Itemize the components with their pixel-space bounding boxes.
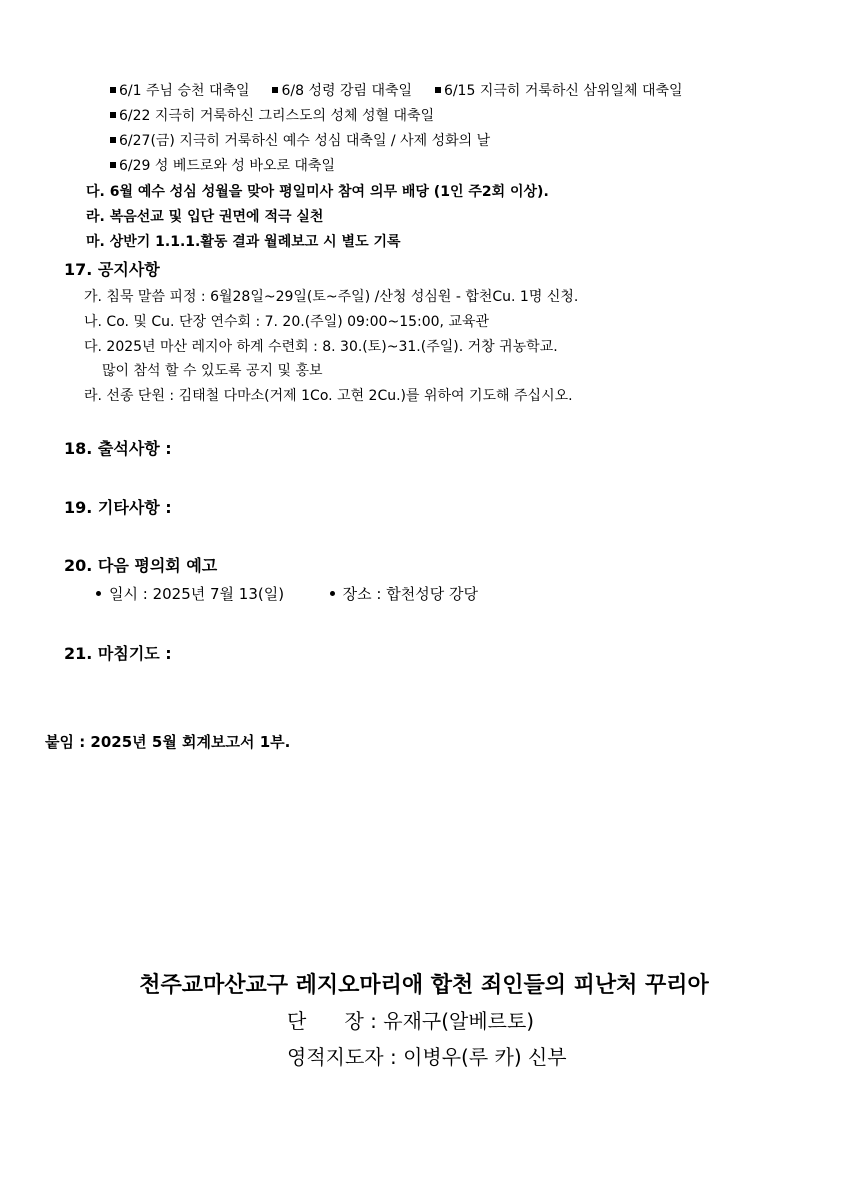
bullet-square-icon — [272, 87, 278, 93]
notice-ra: 라. 선종 단원 : 김태철 다마소(거제 1Co. 고현 2Cu.)를 위하여 기도해 주십시오. — [84, 388, 573, 404]
director-line — [287, 1041, 567, 1070]
bullet-square-icon — [110, 137, 116, 143]
director-label: 영적지도자 : — [287, 1045, 397, 1069]
bullet-square-icon — [435, 87, 441, 93]
leader-line — [287, 1005, 534, 1034]
section-21-title: 21. 마침기도 : — [64, 644, 172, 663]
section-17-title: 17. 공지사항 — [64, 260, 160, 279]
attachment-note: 붙임 : 2025년 5월 회계보고서 1부. — [45, 733, 291, 751]
bullet-square-icon — [110, 112, 116, 118]
notice-ga: 가. 침묵 말씀 피정 : 6월28일~29일(토~주일) /산청 성심원 - 합천Cu. 1명 신청. — [84, 289, 579, 305]
item-da: 다. 6월 예수 성심 성월을 맞아 평일미사 참여 의무 배당 (1인 주2회 이상). — [86, 184, 549, 200]
leader-name: 유재구(알베르토) — [383, 1009, 535, 1033]
feast-ascension: 6/1 주님 승천 대축일 — [119, 83, 250, 99]
director-name: 이병우(루 카) 신부 — [403, 1045, 567, 1069]
leader-label: 단 장 : — [287, 1009, 377, 1033]
feast-line-3: 6/27(금) 지극히 거룩하신 예수 성심 대축일 / 사제 성화의 날 — [110, 130, 490, 150]
bullet-dot-icon — [96, 591, 101, 596]
feast-line-2: 6/22 지극히 거룩하신 그리스도의 성체 성혈 대축일 — [110, 105, 434, 125]
next-meeting-place: 장소 : 합천성당 강당 — [342, 585, 478, 603]
feast-pentecost: 6/8 성령 강림 대축일 — [281, 83, 413, 99]
feast-line-4: 6/29 성 베드로와 성 바오로 대축일 — [110, 155, 335, 175]
feast-line-1 — [110, 80, 683, 100]
section-18-title: 18. 출석사항 : — [64, 439, 172, 458]
section-19-title: 19. 기타사항 : — [64, 498, 172, 517]
item-ma: 마. 상반기 1.1.1.활동 결과 월례보고 시 별도 기록 — [86, 234, 401, 250]
bullet-dot-icon — [330, 591, 335, 596]
notice-da-continued: 많이 참석 할 수 있도록 공지 및 홍보 — [102, 363, 323, 379]
bullet-square-icon — [110, 87, 116, 93]
organization-name: 천주교마산교구 레지오마리애 합천 죄인들의 피난처 꾸리아 — [139, 973, 709, 998]
next-meeting-date: 일시 : 2025년 7월 13(일) — [109, 585, 285, 603]
item-ra: 라. 복음선교 및 입단 권면에 적극 실천 — [86, 209, 324, 225]
feast-trinity: 6/15 지극히 거룩하신 삼위일체 대축일 — [443, 83, 683, 99]
notice-da: 다. 2025년 마산 레지아 하계 수련회 : 8. 30.(토)~31.(주일). 거창 귀농학교. — [84, 339, 558, 355]
notice-na: 나. Co. 및 Cu. 단장 연수회 : 7. 20.(주일) 09:00~15:00, 교육관 — [84, 314, 490, 330]
bullet-square-icon — [110, 162, 116, 168]
section-20-title: 20. 다음 평의회 예고 — [64, 556, 218, 575]
next-meeting-info — [96, 583, 478, 604]
